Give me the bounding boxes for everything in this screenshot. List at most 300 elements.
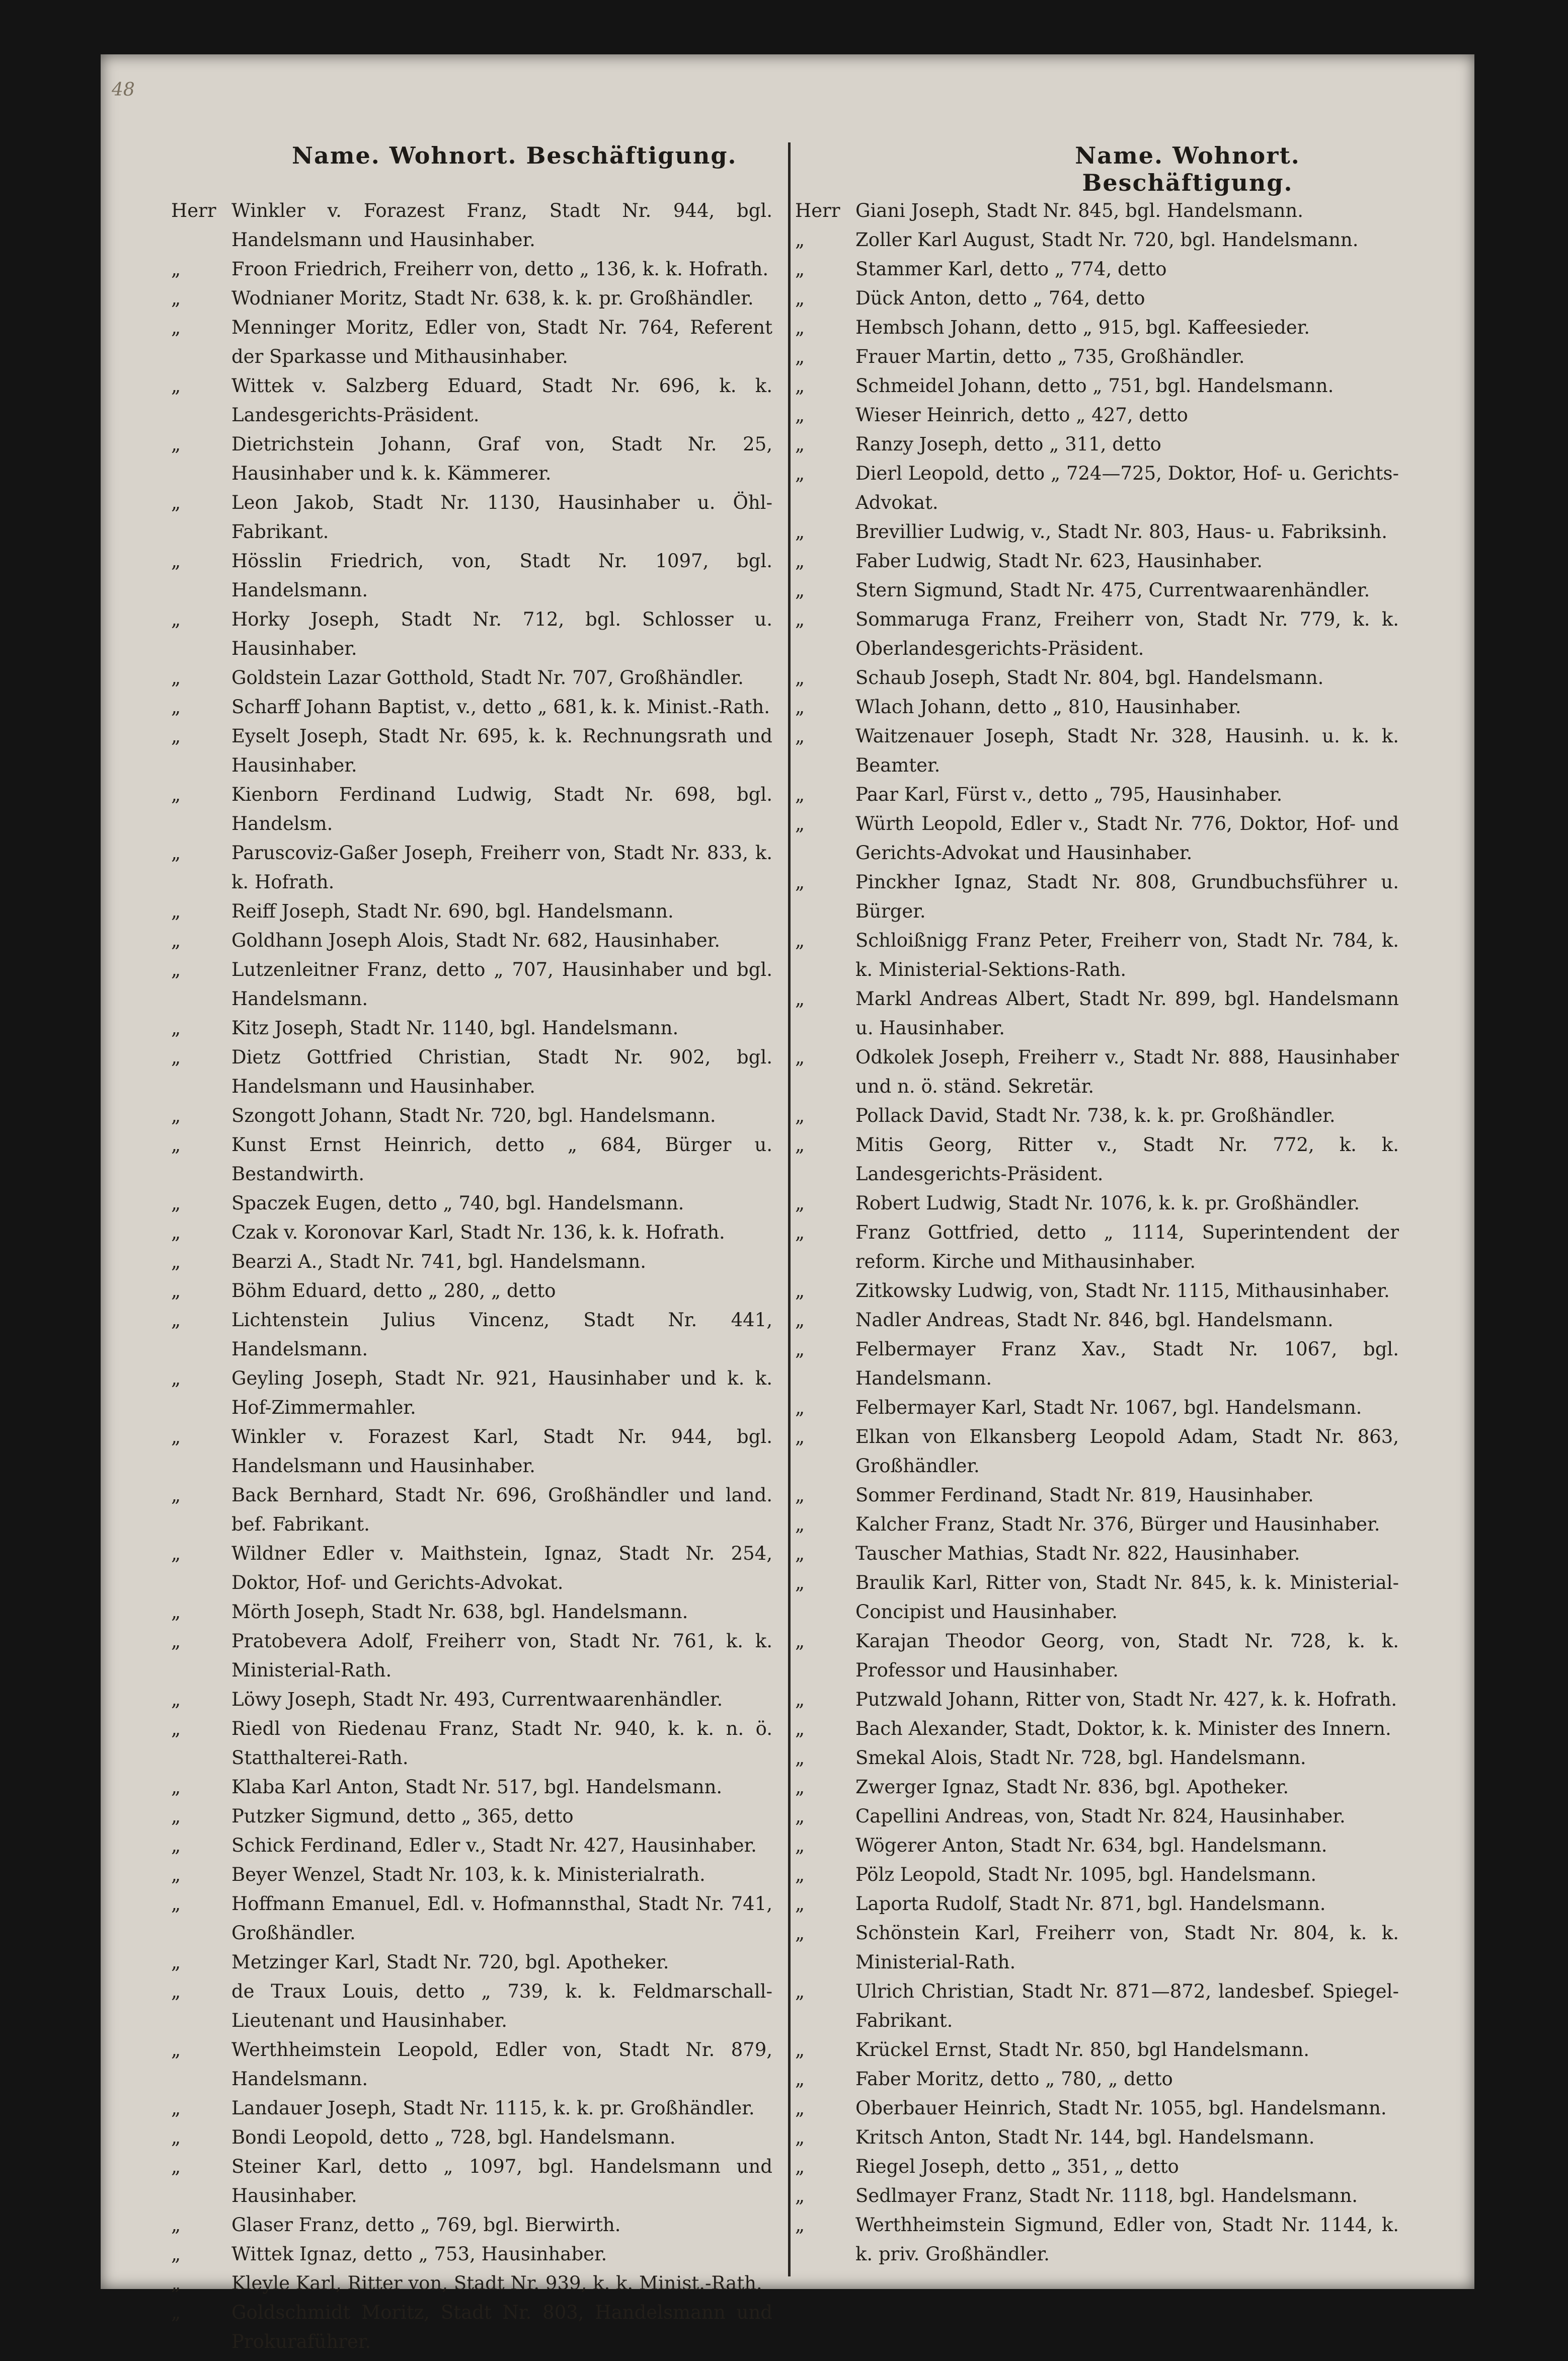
entry-text: Beyer Wenzel, Stadt Nr. 103, k. k. Ministerialrath. (231, 1864, 705, 1885)
entry-prefix: „ (795, 1309, 805, 1331)
entry-prefix: „ (795, 258, 805, 280)
entry-text: Sedlmayer Franz, Stadt Nr. 1118, bgl. Handelsmann. (855, 2185, 1358, 2206)
entry-text: Löwy Joseph, Stadt Nr. 493, Currentwaarenhändler. (231, 1689, 723, 1710)
list-item (795, 1306, 1399, 1335)
entry-text: Dietz Gottfried Christian, Stadt Nr. 902, bgl. Handelsmann und Hausinhaber. (231, 1046, 772, 1097)
entry-prefix: „ (795, 463, 805, 484)
entry-prefix: „ (171, 1222, 181, 1243)
entry-text: Braulik Karl, Ritter von, Stadt Nr. 845, k. k. Ministerial-Concipist und Hausinhaber. (855, 1572, 1399, 1623)
entry-prefix: „ (171, 725, 181, 747)
entry-text: Kitz Joseph, Stadt Nr. 1140, bgl. Handelsmann. (231, 1017, 679, 1039)
list-item (795, 1831, 1399, 1860)
entry-text: Würth Leopold, Edler v., Stadt Nr. 776, Doktor, Hof- und Gerichts-Advokat und Hausinhaber. (855, 813, 1399, 864)
list-item (795, 371, 1399, 401)
entry-prefix: „ (795, 287, 805, 309)
entry-text: Frauer Martin, detto „ 735, Großhändler. (855, 346, 1245, 367)
entry-text: Riedl von Riedenau Franz, Stadt Nr. 940, k. k. n. ö. Statthalterei-Rath. (231, 1718, 772, 1769)
list-item (171, 1685, 772, 1714)
list-item (795, 2065, 1399, 2094)
entry-prefix: „ (171, 1951, 181, 1973)
entry-text: Pratobevera Adolf, Freiherr von, Stadt Nr. 761, k. k. Ministerial-Rath. (231, 1630, 772, 1681)
entry-prefix: „ (171, 287, 181, 309)
entry-text: Faber Ludwig, Stadt Nr. 623, Hausinhaber. (855, 550, 1263, 572)
list-item (795, 693, 1399, 722)
list-item (171, 780, 772, 839)
list-item (795, 1802, 1399, 1831)
entry-text: Pölz Leopold, Stadt Nr. 1095, bgl. Handelsmann. (855, 1864, 1317, 1885)
list-item (171, 255, 772, 284)
document-page (101, 54, 1474, 2352)
list-item (171, 1948, 772, 1977)
list-item (171, 1306, 772, 1364)
list-item (795, 984, 1399, 1043)
entry-prefix: „ (171, 2039, 181, 2061)
entry-text: Nadler Andreas, Stadt Nr. 846, bgl. Handelsmann. (855, 1309, 1334, 1331)
entry-text: Stammer Karl, detto „ 774, detto (855, 258, 1167, 280)
list-item (795, 1101, 1399, 1130)
entry-prefix: „ (795, 667, 805, 689)
list-item (171, 1860, 772, 1889)
entry-prefix: „ (795, 813, 805, 834)
entry-text: Szongott Johann, Stadt Nr. 720, bgl. Handelsmann. (231, 1105, 716, 1126)
entry-text: Horky Joseph, Stadt Nr. 712, bgl. Schlosser u. Hausinhaber. (231, 608, 772, 659)
list-item (795, 1773, 1399, 1802)
left-column-heading: Name. Wohnort. Beschäftigung. (292, 142, 737, 169)
list-item (171, 2269, 772, 2298)
entry-text: Goldschmidt Moritz, Stadt Nr. 803, Handelsmann und Prokuraführer. (231, 2302, 772, 2352)
list-item (171, 284, 772, 313)
list-item (171, 663, 772, 693)
entry-prefix: Herr (795, 200, 840, 221)
entry-prefix: „ (171, 608, 181, 630)
entry-prefix: „ (171, 1981, 181, 2002)
list-item (795, 1218, 1399, 1276)
list-item (171, 430, 772, 488)
entry-prefix: „ (795, 696, 805, 718)
list-item (795, 196, 1399, 225)
entry-prefix: „ (171, 1864, 181, 1885)
list-item (795, 576, 1399, 605)
entry-text: Zitkowsky Ludwig, von, Stadt Nr. 1115, Mithausinhaber. (855, 1280, 1390, 1302)
list-item (171, 488, 772, 547)
entry-prefix: „ (171, 375, 181, 397)
list-item (795, 1393, 1399, 1422)
entry-text: de Traux Louis, detto „ 739, k. k. Feldmarschall-Lieutenant und Hausinhaber. (231, 1981, 772, 2031)
list-item (795, 2035, 1399, 2065)
entry-prefix: „ (171, 2126, 181, 2148)
entry-prefix: „ (795, 375, 805, 397)
list-item (795, 1685, 1399, 1714)
list-item (171, 313, 772, 371)
entry-prefix: „ (795, 1397, 805, 1418)
entry-prefix: „ (171, 959, 181, 980)
right-entries-list (795, 196, 1399, 2269)
entry-text: Lichtenstein Julius Vincenz, Stadt Nr. 441, Handelsmann. (231, 1309, 772, 1360)
entry-text: Hembsch Johann, detto „ 915, bgl. Kaffeesieder. (855, 317, 1310, 338)
entry-text: Giani Joseph, Stadt Nr. 845, bgl. Handelsmann. (855, 200, 1304, 221)
list-item (795, 1714, 1399, 1743)
entry-prefix: „ (171, 492, 181, 513)
entry-prefix: „ (171, 2302, 181, 2323)
entry-prefix: „ (795, 608, 805, 630)
list-item (795, 1422, 1399, 1481)
entry-prefix: „ (171, 784, 181, 805)
list-item (795, 780, 1399, 809)
entry-text: Kalcher Franz, Stadt Nr. 376, Bürger und Hausinhaber. (855, 1513, 1380, 1535)
entry-text: Steiner Karl, detto „ 1097, bgl. Handelsmann und Hausinhaber. (231, 2156, 772, 2206)
entry-text: Eyselt Joseph, Stadt Nr. 695, k. k. Rechnungsrath und Hausinhaber. (231, 725, 772, 776)
list-item (171, 1889, 772, 1948)
entry-text: Scharff Johann Baptist, v., detto „ 681, k. k. Minist.-Rath. (231, 696, 770, 718)
entry-prefix: „ (795, 1893, 805, 1915)
entry-prefix: „ (795, 229, 805, 251)
entry-prefix: „ (171, 1426, 181, 1448)
entry-text: Kritsch Anton, Stadt Nr. 144, bgl. Handelsmann. (855, 2126, 1315, 2148)
entry-text: Laporta Rudolf, Stadt Nr. 871, bgl. Handelsmann. (855, 1893, 1326, 1915)
list-item (171, 1043, 772, 1101)
entry-text: Dück Anton, detto „ 764, detto (855, 287, 1145, 309)
list-item (795, 401, 1399, 430)
entry-text: Zoller Karl August, Stadt Nr. 720, bgl. Handelsmann. (855, 229, 1359, 251)
list-item (171, 1627, 772, 1685)
entry-text: Karajan Theodor Georg, von, Stadt Nr. 728, k. k. Professor und Hausinhaber. (855, 1630, 1399, 1681)
entry-prefix: „ (795, 1864, 805, 1885)
entry-prefix: „ (171, 2243, 181, 2265)
list-item (795, 1568, 1399, 1627)
entry-text: Hösslin Friedrich, von, Stadt Nr. 1097, bgl. Handelsmann. (231, 550, 772, 601)
list-item (795, 1481, 1399, 1510)
entry-prefix: „ (795, 1981, 805, 2002)
list-item (795, 2123, 1399, 2152)
entry-text: Robert Ludwig, Stadt Nr. 1076, k. k. pr. Großhändler. (855, 1192, 1360, 1214)
entry-text: Tauscher Mathias, Stadt Nr. 822, Hausinhaber. (855, 1543, 1300, 1564)
entry-prefix: „ (795, 1134, 805, 1156)
entry-prefix: „ (795, 2068, 805, 2090)
entry-prefix: „ (171, 1484, 181, 1506)
column-divider (788, 142, 791, 2276)
list-item (795, 1335, 1399, 1393)
list-item (171, 1802, 772, 1831)
list-item (795, 722, 1399, 780)
entry-text: Bondi Leopold, detto „ 728, bgl. Handelsmann. (231, 2126, 676, 2148)
list-item (171, 693, 772, 722)
entry-prefix: „ (795, 784, 805, 805)
entry-text: Schönstein Karl, Freiherr von, Stadt Nr. 804, k. k. Ministerial-Rath. (855, 1922, 1399, 1973)
entry-prefix: „ (171, 550, 181, 572)
list-item (171, 1130, 772, 1189)
list-item (795, 1743, 1399, 1773)
list-item (171, 1364, 772, 1422)
entry-prefix: „ (795, 550, 805, 572)
list-item (795, 2094, 1399, 2123)
list-item (795, 459, 1399, 517)
entry-text: Landauer Joseph, Stadt Nr. 1115, k. k. pr. Großhändler. (231, 2097, 755, 2119)
entry-prefix: „ (171, 433, 181, 455)
entry-prefix: „ (171, 2097, 181, 2119)
entry-text: Winkler v. Forazest Franz, Stadt Nr. 944, bgl. Handelsmann und Hausinhaber. (231, 200, 772, 251)
entry-text: Reiff Joseph, Stadt Nr. 690, bgl. Handelsmann. (231, 900, 674, 922)
list-item (795, 1510, 1399, 1539)
entry-text: Faber Moritz, detto „ 780, „ detto (855, 2068, 1173, 2090)
left-entries-list (171, 196, 772, 2356)
list-item (171, 1218, 772, 1247)
entry-text: Geyling Joseph, Stadt Nr. 921, Hausinhaber und k. k. Hof-Zimmermahler. (231, 1367, 772, 1418)
entry-text: Spaczek Eugen, detto „ 740, bgl. Handelsmann. (231, 1192, 684, 1214)
page-number-note: 48 (112, 80, 135, 100)
entry-prefix: „ (795, 2039, 805, 2061)
entry-text: Back Bernhard, Stadt Nr. 696, Großhändler und land. bef. Fabrikant. (231, 1484, 772, 1535)
entry-text: Schmeidel Johann, detto „ 751, bgl. Handelsmann. (855, 375, 1334, 397)
entry-prefix: „ (795, 1046, 805, 1068)
entry-prefix: „ (795, 1105, 805, 1126)
entry-prefix: „ (795, 579, 805, 601)
entry-text: Putzwald Johann, Ritter von, Stadt Nr. 427, k. k. Hofrath. (855, 1689, 1397, 1710)
list-item (171, 1189, 772, 1218)
entry-prefix: „ (171, 1134, 181, 1156)
list-item (171, 722, 772, 780)
entry-text: Markl Andreas Albert, Stadt Nr. 899, bgl. Handelsmann u. Hausinhaber. (855, 988, 1399, 1039)
list-item (795, 1860, 1399, 1889)
list-item (171, 839, 772, 897)
list-item (795, 284, 1399, 313)
list-item (795, 547, 1399, 576)
entry-text: Elkan von Elkansberg Leopold Adam, Stadt Nr. 863, Großhändler. (855, 1426, 1399, 1477)
entry-prefix: „ (171, 1601, 181, 1623)
entry-text: Sommaruga Franz, Freiherr von, Stadt Nr. 779, k. k. Oberlandesgerichts-Präsident. (855, 608, 1399, 659)
list-item (171, 2211, 772, 2240)
entry-text: Stern Sigmund, Stadt Nr. 475, Currentwaarenhändler. (855, 579, 1370, 601)
list-item (795, 1919, 1399, 1977)
entry-text: Goldhann Joseph Alois, Stadt Nr. 682, Hausinhaber. (231, 930, 721, 951)
entry-text: Paruscoviz-Gaßer Joseph, Freiherr von, Stadt Nr. 833, k. k. Hofrath. (231, 842, 772, 893)
list-item (795, 1977, 1399, 2035)
entry-prefix: „ (171, 1367, 181, 1389)
list-item (171, 1276, 772, 1306)
entry-prefix: Herr (171, 200, 216, 221)
entry-prefix: „ (795, 346, 805, 367)
list-item (795, 1539, 1399, 1568)
entry-prefix: „ (795, 317, 805, 338)
entry-text: Capellini Andreas, von, Stadt Nr. 824, Hausinhaber. (855, 1805, 1346, 1827)
entry-text: Mörth Joseph, Stadt Nr. 638, bgl. Handelsmann. (231, 1601, 688, 1623)
entry-prefix: „ (795, 1426, 805, 1448)
entry-prefix: „ (795, 1747, 805, 1769)
entry-prefix: „ (171, 1105, 181, 1126)
entry-prefix: „ (171, 1309, 181, 1331)
entry-prefix: „ (795, 1835, 805, 1856)
list-item (171, 1977, 772, 2035)
entry-text: Paar Karl, Fürst v., detto „ 795, Hausinhaber. (855, 784, 1283, 805)
list-item (795, 605, 1399, 663)
entry-prefix: „ (171, 2272, 181, 2294)
entry-text: Riegel Joseph, detto „ 351, „ detto (855, 2156, 1179, 2177)
list-item (795, 663, 1399, 693)
entry-text: Brevillier Ludwig, v., Stadt Nr. 803, Haus- u. Fabriksinh. (855, 521, 1388, 543)
list-item (171, 2152, 772, 2211)
entry-text: Wieser Heinrich, detto „ 427, detto (855, 404, 1188, 426)
entry-text: Wodnianer Moritz, Stadt Nr. 638, k. k. pr. Großhändler. (231, 287, 754, 309)
entry-prefix: „ (795, 1630, 805, 1652)
entry-prefix: „ (795, 2126, 805, 2148)
list-item (795, 1189, 1399, 1218)
entry-prefix: „ (795, 1192, 805, 1214)
list-item (171, 371, 772, 430)
entry-text: Hoffmann Emanuel, Edl. v. Hofmannsthal, Stadt Nr. 741, Großhändler. (231, 1893, 772, 1944)
entry-prefix: „ (795, 2097, 805, 2119)
entry-prefix: „ (795, 433, 805, 455)
list-item (795, 809, 1399, 868)
entry-text: Metzinger Karl, Stadt Nr. 720, bgl. Apotheker. (231, 1951, 669, 1973)
list-item (795, 2181, 1399, 2211)
entry-prefix: „ (795, 1280, 805, 1302)
entry-prefix: „ (171, 2156, 181, 2177)
list-item (171, 897, 772, 926)
list-item (795, 313, 1399, 342)
entry-prefix: „ (795, 1338, 805, 1360)
list-item (795, 868, 1399, 926)
list-item (171, 955, 772, 1014)
entry-text: Wittek v. Salzberg Eduard, Stadt Nr. 696, k. k. Landesgerichts-Präsident. (231, 375, 772, 426)
entry-text: Felbermayer Franz Xav., Stadt Nr. 1067, bgl. Handelsmann. (855, 1338, 1399, 1389)
list-item (171, 1481, 772, 1539)
list-item (171, 547, 772, 605)
list-item (171, 2123, 772, 2152)
list-item (795, 1889, 1399, 1919)
entry-text: Schick Ferdinand, Edler v., Stadt Nr. 427, Hausinhaber. (231, 1835, 757, 1856)
entry-text: Pollack David, Stadt Nr. 738, k. k. pr. Großhändler. (855, 1105, 1336, 1126)
entry-text: Lutzenleitner Franz, detto „ 707, Hausinhaber und bgl. Handelsmann. (231, 959, 772, 1010)
entry-prefix: „ (171, 317, 181, 338)
entry-prefix: „ (795, 988, 805, 1010)
list-item (795, 255, 1399, 284)
entry-text: Klaba Karl Anton, Stadt Nr. 517, bgl. Handelsmann. (231, 1776, 723, 1798)
list-item (171, 926, 772, 955)
list-item (795, 517, 1399, 547)
entry-text: Odkolek Joseph, Freiherr v., Stadt Nr. 888, Hausinhaber und n. ö. ständ. Sekretär. (855, 1046, 1399, 1097)
entry-text: Werthheimstein Leopold, Edler von, Stadt Nr. 879, Handelsmann. (231, 2039, 772, 2090)
entry-text: Pinckher Ignaz, Stadt Nr. 808, Grundbuchsführer u. Bürger. (855, 871, 1399, 922)
list-item (171, 1422, 772, 1481)
entry-prefix: „ (171, 1835, 181, 1856)
entry-text: Wittek Ignaz, detto „ 753, Hausinhaber. (231, 2243, 607, 2265)
entry-prefix: „ (795, 871, 805, 893)
entry-prefix: „ (795, 1222, 805, 1243)
entry-prefix: „ (171, 1893, 181, 1915)
entry-prefix: „ (171, 1543, 181, 1564)
list-item (795, 2152, 1399, 2181)
list-item (171, 1831, 772, 1860)
entry-prefix: „ (171, 258, 181, 280)
entry-prefix: „ (171, 842, 181, 864)
entry-prefix: „ (171, 1805, 181, 1827)
entry-text: Smekal Alois, Stadt Nr. 728, bgl. Handelsmann. (855, 1747, 1306, 1769)
list-item (171, 1714, 772, 1773)
list-item (171, 1014, 772, 1043)
entry-prefix: „ (171, 930, 181, 951)
entry-prefix: „ (171, 900, 181, 922)
entry-prefix: „ (795, 1922, 805, 1944)
entry-text: Kunst Ernst Heinrich, detto „ 684, Bürger u. Bestandwirth. (231, 1134, 772, 1185)
entry-prefix: „ (795, 2185, 805, 2206)
entry-prefix: „ (795, 1572, 805, 1593)
entry-prefix: „ (795, 1543, 805, 1564)
list-item (171, 2298, 772, 2356)
entry-prefix: „ (795, 2214, 805, 2236)
entry-text: Schloißnigg Franz Peter, Freiherr von, Stadt Nr. 784, k. k. Ministerial-Sektions-Rath. (855, 930, 1399, 980)
entry-text: Winkler v. Forazest Karl, Stadt Nr. 944, bgl. Handelsmann und Hausinhaber. (231, 1426, 772, 1477)
entry-text: Czak v. Koronovar Karl, Stadt Nr. 136, k. k. Hofrath. (231, 1222, 725, 1243)
entry-prefix: „ (795, 404, 805, 426)
entry-text: Felbermayer Karl, Stadt Nr. 1067, bgl. Handelsmann. (855, 1397, 1362, 1418)
entry-text: Böhm Eduard, detto „ 280, „ detto (231, 1280, 556, 1302)
list-item (171, 1597, 772, 1627)
entry-text: Sommer Ferdinand, Stadt Nr. 819, Hausinhaber. (855, 1484, 1314, 1506)
entry-prefix: „ (795, 1484, 805, 1506)
entry-prefix: „ (171, 1046, 181, 1068)
list-item (795, 926, 1399, 984)
entry-text: Dierl Leopold, detto „ 724—725, Doktor, Hof- u. Gerichts-Advokat. (855, 463, 1399, 513)
entry-text: Goldstein Lazar Gotthold, Stadt Nr. 707, Großhändler. (231, 667, 744, 689)
right-column-heading: Name. Wohnort. Beschäftigung. (1075, 142, 1300, 196)
entry-prefix: „ (795, 1776, 805, 1798)
entry-text: Glaser Franz, detto „ 769, bgl. Bierwirth. (231, 2214, 621, 2236)
entry-text: Schaub Joseph, Stadt Nr. 804, bgl. Handelsmann. (855, 667, 1324, 689)
entry-text: Menninger Moritz, Edler von, Stadt Nr. 764, Referent der Sparkasse und Mithausinhaber. (231, 317, 772, 367)
entry-text: Kleyle Karl, Ritter von, Stadt Nr. 939, k. k. Minist.-Rath. (231, 2272, 762, 2294)
entry-prefix: „ (171, 2214, 181, 2236)
list-item (171, 605, 772, 663)
entry-text: Oberbauer Heinrich, Stadt Nr. 1055, bgl. Handelsmann. (855, 2097, 1387, 2119)
entry-text: Franz Gottfried, detto „ 1114, Superintendent der reform. Kirche und Mithausinhaber. (855, 1222, 1399, 1272)
entry-prefix: „ (795, 725, 805, 747)
entry-text: Werthheimstein Sigmund, Edler von, Stadt Nr. 1144, k. k. priv. Großhändler. (855, 2214, 1399, 2265)
entry-prefix: „ (795, 1805, 805, 1827)
entry-text: Zwerger Ignaz, Stadt Nr. 836, bgl. Apotheker. (855, 1776, 1289, 1798)
list-item (795, 1276, 1399, 1306)
entry-text: Krückel Ernst, Stadt Nr. 850, bgl Handelsmann. (855, 2039, 1310, 2061)
entry-prefix: „ (795, 1689, 805, 1710)
list-item (795, 2211, 1399, 2269)
entry-prefix: „ (171, 1776, 181, 1798)
list-item (795, 1627, 1399, 1685)
entry-prefix: „ (171, 696, 181, 718)
entry-text: Bearzi A., Stadt Nr. 741, bgl. Handelsmann. (231, 1251, 647, 1272)
list-item (171, 1247, 772, 1276)
entry-prefix: „ (171, 1630, 181, 1652)
entry-text: Wlach Johann, detto „ 810, Hausinhaber. (855, 696, 1241, 718)
entry-text: Putzker Sigmund, detto „ 365, detto (231, 1805, 574, 1827)
entry-text: Waitzenauer Joseph, Stadt Nr. 328, Hausinh. u. k. k. Beamter. (855, 725, 1399, 776)
entry-text: Ranzy Joseph, detto „ 311, detto (855, 433, 1161, 455)
entry-text: Kienborn Ferdinand Ludwig, Stadt Nr. 698, bgl. Handelsm. (231, 784, 772, 834)
entry-prefix: „ (171, 1689, 181, 1710)
entry-text: Leon Jakob, Stadt Nr. 1130, Hausinhaber u. Öhl-Fabrikant. (231, 492, 772, 543)
entry-text: Bach Alexander, Stadt, Doktor, k. k. Minister des Innern. (855, 1718, 1391, 1739)
entry-text: Froon Friedrich, Freiherr von, detto „ 136, k. k. Hofrath. (231, 258, 769, 280)
list-item (171, 1101, 772, 1130)
entry-prefix: „ (171, 1251, 181, 1272)
entry-prefix: „ (171, 1718, 181, 1739)
entry-prefix: „ (171, 1192, 181, 1214)
entry-text: Dietrichstein Johann, Graf von, Stadt Nr. 25, Hausinhaber und k. k. Kämmerer. (231, 433, 772, 484)
entry-text: Wildner Edler v. Maithstein, Ignaz, Stadt Nr. 254, Doktor, Hof- und Gerichts-Advokat. (231, 1543, 772, 1593)
entry-prefix: „ (171, 667, 181, 689)
entry-prefix: „ (795, 1718, 805, 1739)
list-item (171, 2035, 772, 2094)
list-item (795, 342, 1399, 371)
entry-prefix: „ (795, 1513, 805, 1535)
entry-text: Wögerer Anton, Stadt Nr. 634, bgl. Handelsmann. (855, 1835, 1327, 1856)
